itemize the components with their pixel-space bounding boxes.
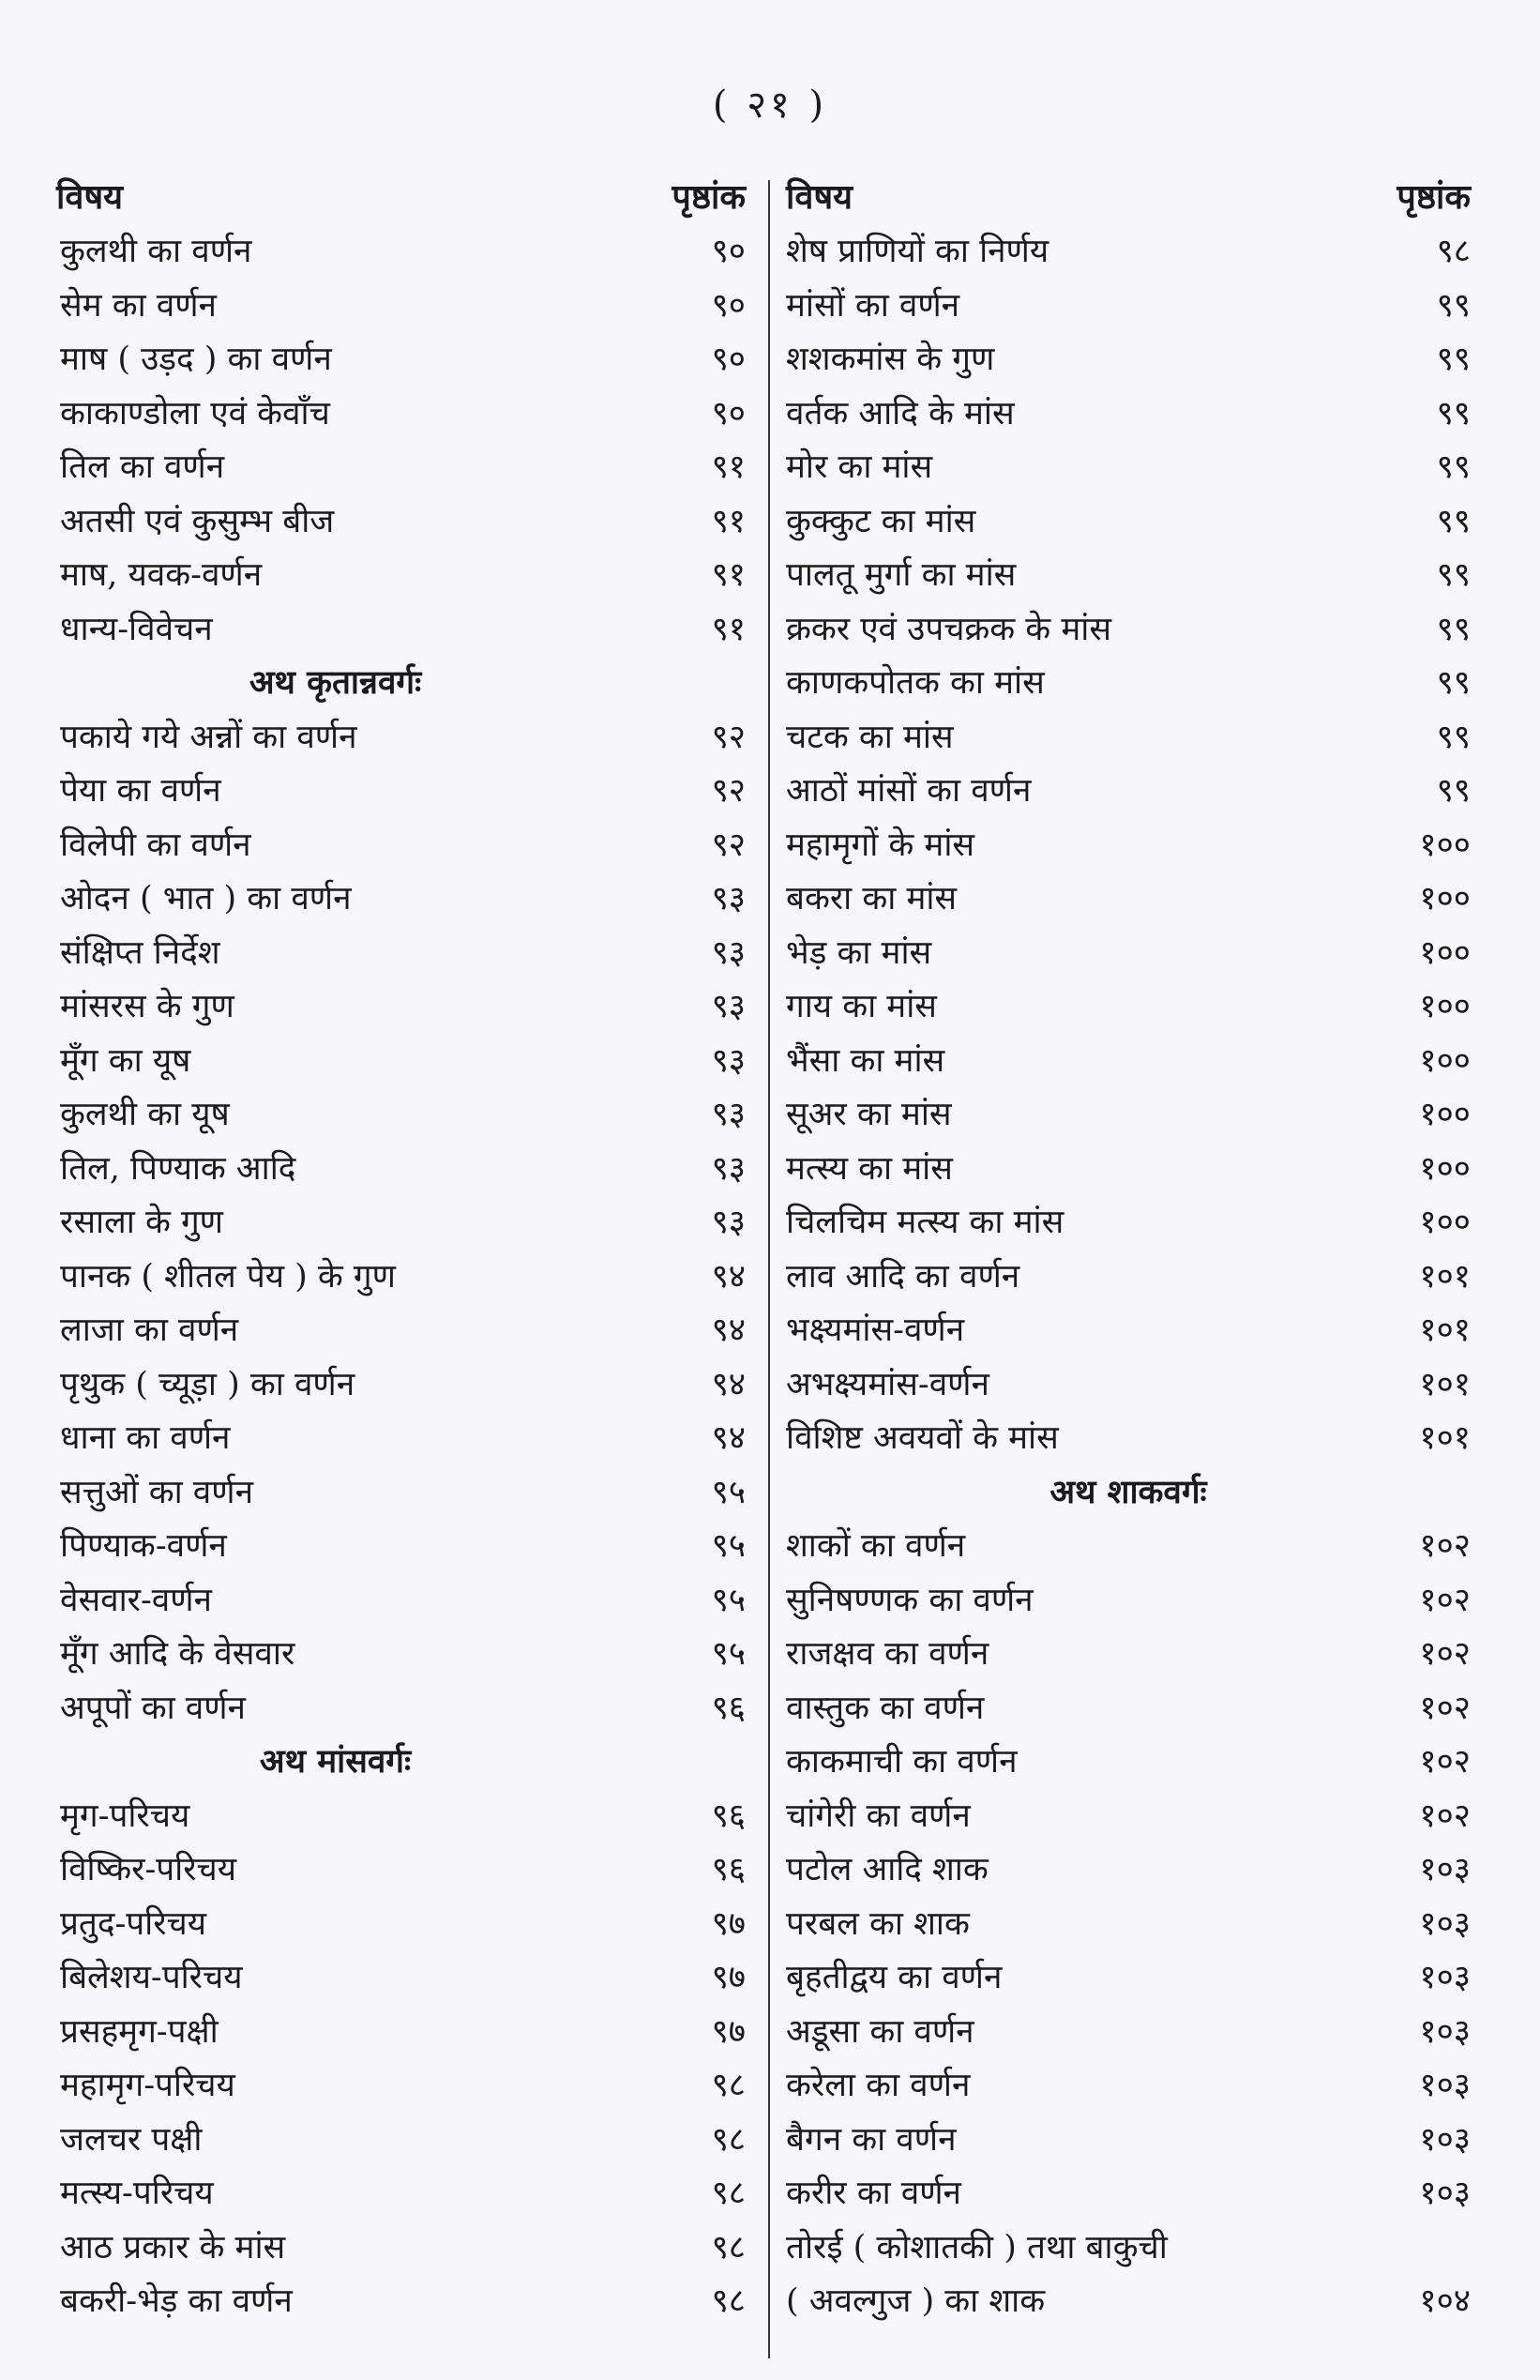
entry-page-number: १०० bbox=[1419, 933, 1471, 972]
entry-title: कुलथी का वर्णन bbox=[60, 233, 252, 271]
entry-page-number: १०० bbox=[1419, 1204, 1471, 1242]
entry-page-number: ९८ bbox=[711, 2175, 746, 2213]
toc-entry bbox=[56, 2057, 746, 2112]
toc-entry bbox=[56, 1626, 746, 1680]
toc-entry bbox=[56, 601, 746, 656]
toc-entry bbox=[56, 763, 746, 817]
entry-title: धान्य-विवेचन bbox=[60, 610, 213, 648]
toc-entry bbox=[786, 1896, 1471, 1950]
entry-page-number: ९९ bbox=[1436, 610, 1471, 648]
entry-page-number: ९९ bbox=[1436, 772, 1471, 811]
entry-title: बृहतीद्वय का वर्णन bbox=[786, 1959, 1003, 1997]
entry-page-number: १०३ bbox=[1419, 2012, 1471, 2051]
entry-page-number: ९९ bbox=[1436, 502, 1471, 540]
toc-entry bbox=[786, 2165, 1471, 2220]
entry-title: काकाण्डोला एवं केवाँच bbox=[60, 394, 330, 432]
entry-title: बकरी-भेड़ का वर्णन bbox=[60, 2282, 293, 2321]
entry-page-number: ९३ bbox=[711, 1041, 746, 1080]
toc-header-left bbox=[56, 167, 746, 223]
entry-title: मृग-परिचय bbox=[60, 1796, 190, 1835]
entry-page-number: ९९ bbox=[1436, 448, 1471, 487]
toc-entry bbox=[786, 439, 1471, 493]
entry-title: सत्तुओं का वर्णन bbox=[60, 1473, 254, 1511]
entry-title: शाकों का वर्णन bbox=[786, 1527, 966, 1566]
toc-entry bbox=[786, 925, 1471, 979]
entry-page-number: ९९ bbox=[1436, 718, 1471, 756]
entry-title: विशिष्ट अवयवों के मांस bbox=[786, 1419, 1059, 1458]
entry-page-number: ९६ bbox=[711, 1689, 746, 1727]
entry-title: अपूपों का वर्णन bbox=[60, 1689, 246, 1727]
page-number: ( २१ ) bbox=[712, 83, 828, 127]
entry-page-number: १०२ bbox=[1419, 1689, 1471, 1727]
entry-page-number: १०० bbox=[1419, 826, 1471, 864]
entry-page-number: १०१ bbox=[1419, 1257, 1471, 1296]
entry-title: करेला का वर्णन bbox=[786, 2067, 971, 2105]
entry-title: चिलचिम मत्स्य का मांस bbox=[786, 1204, 1064, 1242]
entry-title: माष, यवक-वर्णन bbox=[60, 556, 263, 595]
entry-title: मूँग का यूष bbox=[60, 1041, 191, 1080]
toc-entry bbox=[786, 1518, 1471, 1572]
toc-entry bbox=[56, 223, 746, 278]
entry-title: पृथुक ( च्यूड़ा ) का वर्णन bbox=[60, 1365, 355, 1403]
toc-entry bbox=[56, 2220, 746, 2274]
toc-entry bbox=[786, 1357, 1471, 1411]
entry-title: ओदन ( भात ) का वर्णन bbox=[60, 880, 352, 918]
entry-title: पानक ( शीतल पेय ) के गुण bbox=[60, 1257, 396, 1296]
entry-title: लाव आदि का वर्णन bbox=[786, 1257, 1020, 1296]
entry-title: मोर का मांस bbox=[786, 448, 933, 487]
entry-title: काणकपोतक का मांस bbox=[786, 664, 1045, 703]
entry-page-number: १०२ bbox=[1419, 1635, 1471, 1674]
toc-entry bbox=[56, 493, 746, 548]
entry-title: मत्स्य का मांस bbox=[786, 1149, 953, 1188]
entry-title: चटक का मांस bbox=[786, 718, 954, 756]
toc-entry bbox=[56, 1141, 746, 1195]
entry-title: माष ( उड़द ) का वर्णन bbox=[60, 341, 332, 379]
entry-title: शेष प्राणियों का निर्णय bbox=[786, 233, 1049, 271]
entry-title: आठों मांसों का वर्णन bbox=[786, 772, 1032, 811]
entry-page-number: ९८ bbox=[1436, 233, 1471, 271]
toc-entry bbox=[56, 2273, 746, 2327]
entry-title: तोरई ( कोशातकी ) तथा बाकुची bbox=[786, 2228, 1168, 2266]
toc-entry bbox=[56, 978, 746, 1033]
entry-page-number: ९९ bbox=[1436, 664, 1471, 703]
entry-page-number: ९४ bbox=[711, 1365, 746, 1403]
entry-title: कुक्कुट का मांस bbox=[786, 502, 976, 540]
entry-page-number: ९४ bbox=[711, 1311, 746, 1350]
entry-page-number: ९१ bbox=[711, 556, 746, 595]
toc-entry bbox=[786, 278, 1471, 332]
toc-entry bbox=[56, 1518, 746, 1572]
toc-entry bbox=[56, 439, 746, 493]
entry-title: मांसों का वर्णन bbox=[786, 286, 960, 325]
toc-right-column bbox=[786, 167, 1471, 2327]
entry-page-number: १०१ bbox=[1419, 1419, 1471, 1458]
entry-title: मत्स्य-परिचय bbox=[60, 2175, 214, 2213]
entry-title: क्रकर एवं उपचक्रक के मांस bbox=[786, 610, 1111, 648]
entry-title: अभक्ष्यमांस-वर्णन bbox=[786, 1365, 989, 1403]
toc-entry bbox=[56, 925, 746, 979]
entry-page-number: १०१ bbox=[1419, 1311, 1471, 1350]
entry-title: अडूसा का वर्णन bbox=[786, 2012, 974, 2051]
toc-header-right bbox=[786, 167, 1471, 223]
entry-title: मांसरस के गुण bbox=[60, 988, 234, 1026]
subject-header: विषय bbox=[786, 176, 853, 217]
toc-entry bbox=[786, 1788, 1471, 1842]
toc-entry bbox=[786, 655, 1471, 709]
toc-entry bbox=[56, 547, 746, 601]
toc-entry bbox=[56, 709, 746, 764]
entry-title: भैंसा का मांस bbox=[786, 1041, 945, 1080]
entry-page-number: १०३ bbox=[1419, 1851, 1471, 1889]
entry-title: पटोल आदि शाक bbox=[786, 1851, 989, 1889]
entry-page-number: १०३ bbox=[1419, 2120, 1471, 2159]
entry-page-number: ९० bbox=[711, 394, 746, 432]
entry-title: रसाला के गुण bbox=[60, 1204, 223, 1242]
toc-entry bbox=[56, 1249, 746, 1303]
entry-page-number: ९४ bbox=[711, 1257, 746, 1296]
entry-title: ( अवल्गुज ) का शाक bbox=[786, 2282, 1046, 2321]
entry-page-number: १०२ bbox=[1419, 1527, 1471, 1566]
entry-page-number: ९८ bbox=[711, 2228, 746, 2266]
entry-title: विलेपी का वर्णन bbox=[60, 826, 251, 864]
entry-title: अथ मांसवर्गः bbox=[259, 1742, 412, 1781]
entry-title: काकमाची का वर्णन bbox=[786, 1743, 1018, 1781]
entry-title: वर्तक आदि के मांस bbox=[786, 394, 1015, 432]
toc-entry bbox=[786, 709, 1471, 764]
column-divider bbox=[768, 180, 770, 2358]
entry-title: महामृग-परिचय bbox=[60, 2067, 235, 2105]
entry-title: कुलथी का यूष bbox=[60, 1096, 230, 1134]
toc-entry bbox=[56, 386, 746, 440]
toc-entry bbox=[56, 1896, 746, 1950]
toc-entry bbox=[786, 493, 1471, 548]
entry-title: सुनिषण्णक का वर्णन bbox=[786, 1581, 1034, 1619]
toc-right-list bbox=[786, 223, 1471, 2327]
entry-page-number: ९६ bbox=[711, 1851, 746, 1889]
entry-title: शशकमांस के गुण bbox=[786, 341, 995, 379]
toc-entry bbox=[786, 223, 1471, 278]
entry-title: धाना का वर्णन bbox=[60, 1419, 231, 1458]
section-heading bbox=[56, 655, 746, 709]
toc-entry bbox=[786, 2220, 1471, 2274]
entry-page-number: १०३ bbox=[1419, 2067, 1471, 2105]
entry-title: आठ प्रकार के मांस bbox=[60, 2228, 286, 2266]
toc-entry bbox=[56, 278, 746, 332]
entry-title: विष्किर-परिचय bbox=[60, 1851, 237, 1889]
toc-entry bbox=[56, 1949, 746, 2004]
toc-left-column bbox=[56, 167, 746, 2327]
entry-page-number: ९१ bbox=[711, 502, 746, 540]
entry-page-number: ९३ bbox=[711, 1096, 746, 1134]
toc-entry bbox=[56, 1572, 746, 1627]
toc-entry bbox=[786, 1949, 1471, 2004]
toc-entry bbox=[56, 2004, 746, 2058]
toc-entry bbox=[786, 871, 1471, 925]
toc-entry bbox=[56, 1788, 746, 1842]
entry-title: बकरा का मांस bbox=[786, 880, 958, 918]
entry-title: अतसी एवं कुसुम्भ बीज bbox=[60, 502, 335, 540]
entry-page-number: ९८ bbox=[711, 2120, 746, 2159]
entry-page-number: ९८ bbox=[711, 2067, 746, 2105]
entry-page-number: १०२ bbox=[1419, 1796, 1471, 1835]
toc-entry bbox=[786, 1249, 1471, 1303]
entry-title: तिल का वर्णन bbox=[60, 448, 225, 487]
toc-entry bbox=[786, 2112, 1471, 2166]
entry-page-number: १०० bbox=[1419, 1096, 1471, 1134]
toc-entry bbox=[56, 331, 746, 386]
entry-title: राजक्षव का वर्णन bbox=[786, 1635, 989, 1674]
entry-title: गाय का मांस bbox=[786, 988, 937, 1026]
toc-entry bbox=[786, 331, 1471, 386]
entry-page-number: ९५ bbox=[711, 1581, 746, 1619]
toc-entry bbox=[786, 2004, 1471, 2058]
toc-entry bbox=[56, 1464, 746, 1519]
entry-title: पालतू मुर्गा का मांस bbox=[786, 556, 1017, 595]
toc-entry bbox=[56, 1410, 746, 1464]
entry-page-number: ९१ bbox=[711, 448, 746, 487]
entry-page-number: १०० bbox=[1419, 988, 1471, 1026]
entry-page-number: १०३ bbox=[1419, 1959, 1471, 1997]
toc-entry bbox=[786, 2057, 1471, 2112]
toc-entry bbox=[786, 601, 1471, 656]
entry-page-number: ९९ bbox=[1436, 556, 1471, 595]
entry-title: मूँग आदि के वेसवार bbox=[60, 1635, 295, 1674]
toc-entry bbox=[786, 1734, 1471, 1788]
toc-entry bbox=[786, 2273, 1471, 2327]
toc-entry bbox=[56, 1033, 746, 1087]
toc-entry bbox=[786, 1086, 1471, 1141]
entry-title: बिलेशय-परिचय bbox=[60, 1959, 243, 1997]
toc-entry bbox=[786, 763, 1471, 817]
entry-page-number: १०४ bbox=[1419, 2282, 1471, 2321]
entry-title: भेड़ का मांस bbox=[786, 933, 932, 972]
entry-title: लाजा का वर्णन bbox=[60, 1311, 239, 1350]
toc-entry bbox=[56, 817, 746, 872]
subject-header: विषय bbox=[56, 176, 124, 217]
entry-page-number: ९५ bbox=[711, 1473, 746, 1511]
toc-entry bbox=[56, 871, 746, 925]
entry-page-number: १०२ bbox=[1419, 1581, 1471, 1619]
entry-page-number: ९७ bbox=[711, 1904, 746, 1943]
entry-page-number: ९३ bbox=[711, 1149, 746, 1188]
entry-title: अथ शाकवर्गः bbox=[1049, 1472, 1207, 1511]
page-header: पृष्ठांक bbox=[672, 176, 746, 217]
entry-title: वेसवार-वर्णन bbox=[60, 1581, 212, 1619]
toc-entry bbox=[786, 386, 1471, 440]
entry-page-number: ९९ bbox=[1436, 286, 1471, 325]
entry-page-number: ९० bbox=[711, 233, 746, 271]
entry-page-number: ९२ bbox=[711, 826, 746, 864]
entry-title: सेम का वर्णन bbox=[60, 286, 217, 325]
entry-title: वास्तुक का वर्णन bbox=[786, 1689, 985, 1727]
entry-page-number: ९४ bbox=[711, 1419, 746, 1458]
toc-entry bbox=[56, 2112, 746, 2166]
toc-entry bbox=[56, 2165, 746, 2220]
toc-entry bbox=[786, 1033, 1471, 1087]
entry-title: परबल का शाक bbox=[786, 1904, 970, 1943]
entry-title: महामृगों के मांस bbox=[786, 826, 975, 864]
entry-page-number: ९५ bbox=[711, 1635, 746, 1674]
toc-entry bbox=[56, 1302, 746, 1357]
entry-page-number: ९९ bbox=[1436, 394, 1471, 432]
toc-entry bbox=[56, 1842, 746, 1896]
entry-page-number: १०१ bbox=[1419, 1365, 1471, 1403]
entry-page-number: १०२ bbox=[1419, 1743, 1471, 1781]
entry-page-number: ९२ bbox=[711, 772, 746, 811]
entry-title: बैगन का वर्णन bbox=[786, 2120, 957, 2159]
entry-title: प्रसहमृग-पक्षी bbox=[60, 2012, 219, 2051]
entry-page-number: ९६ bbox=[711, 1796, 746, 1835]
entry-page-number: १०० bbox=[1419, 880, 1471, 918]
entry-page-number: ९३ bbox=[711, 988, 746, 1026]
entry-page-number: ९७ bbox=[711, 1959, 746, 1997]
toc-entry bbox=[786, 978, 1471, 1033]
entry-page-number: ९० bbox=[711, 341, 746, 379]
toc-left-list bbox=[56, 223, 746, 2327]
entry-page-number: ९९ bbox=[1436, 341, 1471, 379]
entry-page-number: ९० bbox=[711, 286, 746, 325]
toc-entry bbox=[56, 1680, 746, 1735]
entry-page-number: ९१ bbox=[711, 610, 746, 648]
entry-title: प्रतुद-परिचय bbox=[60, 1904, 207, 1943]
toc-entry bbox=[786, 547, 1471, 601]
entry-title: भक्ष्यमांस-वर्णन bbox=[786, 1311, 965, 1350]
toc-entry bbox=[56, 1086, 746, 1141]
toc-entry bbox=[786, 1410, 1471, 1464]
entry-page-number: ९५ bbox=[711, 1527, 746, 1566]
toc-entry bbox=[786, 1842, 1471, 1896]
page-header: पृष्ठांक bbox=[1397, 176, 1471, 217]
entry-page-number: ९३ bbox=[711, 1204, 746, 1242]
toc-entry bbox=[786, 817, 1471, 872]
entry-title: तिल, पिण्याक आदि bbox=[60, 1149, 296, 1188]
entry-page-number: ९७ bbox=[711, 2012, 746, 2051]
toc-entry bbox=[56, 1194, 746, 1249]
entry-page-number: ९३ bbox=[711, 880, 746, 918]
entry-title: पिण्याक-वर्णन bbox=[60, 1527, 227, 1566]
toc-entry bbox=[786, 1141, 1471, 1195]
entry-title: पकाये गये अन्नों का वर्णन bbox=[60, 718, 357, 756]
toc-entry bbox=[786, 1626, 1471, 1680]
entry-page-number: १०३ bbox=[1419, 2175, 1471, 2213]
entry-title: जलचर पक्षी bbox=[60, 2120, 203, 2159]
entry-title: चांगेरी का वर्णन bbox=[786, 1796, 971, 1835]
entry-title: पेया का वर्णन bbox=[60, 772, 221, 811]
entry-page-number: ९८ bbox=[711, 2282, 746, 2321]
entry-title: अथ कृतान्नवर्गः bbox=[249, 663, 422, 703]
toc-entry bbox=[786, 1194, 1471, 1249]
toc-entry bbox=[786, 1572, 1471, 1627]
entry-page-number: १०० bbox=[1419, 1149, 1471, 1188]
entry-page-number: ९३ bbox=[711, 933, 746, 972]
entry-title: संक्षिप्त निर्देश bbox=[60, 933, 220, 972]
entry-title: करीर का वर्णन bbox=[786, 2175, 961, 2213]
entry-page-number: १०३ bbox=[1419, 1904, 1471, 1943]
section-heading bbox=[786, 1464, 1471, 1519]
toc-entry bbox=[56, 1357, 746, 1411]
toc-entry bbox=[786, 1680, 1471, 1735]
section-heading bbox=[56, 1734, 746, 1788]
entry-title: सूअर का मांस bbox=[786, 1096, 952, 1134]
toc-entry bbox=[786, 1302, 1471, 1357]
entry-page-number: ९२ bbox=[711, 718, 746, 756]
entry-page-number: १०० bbox=[1419, 1041, 1471, 1080]
